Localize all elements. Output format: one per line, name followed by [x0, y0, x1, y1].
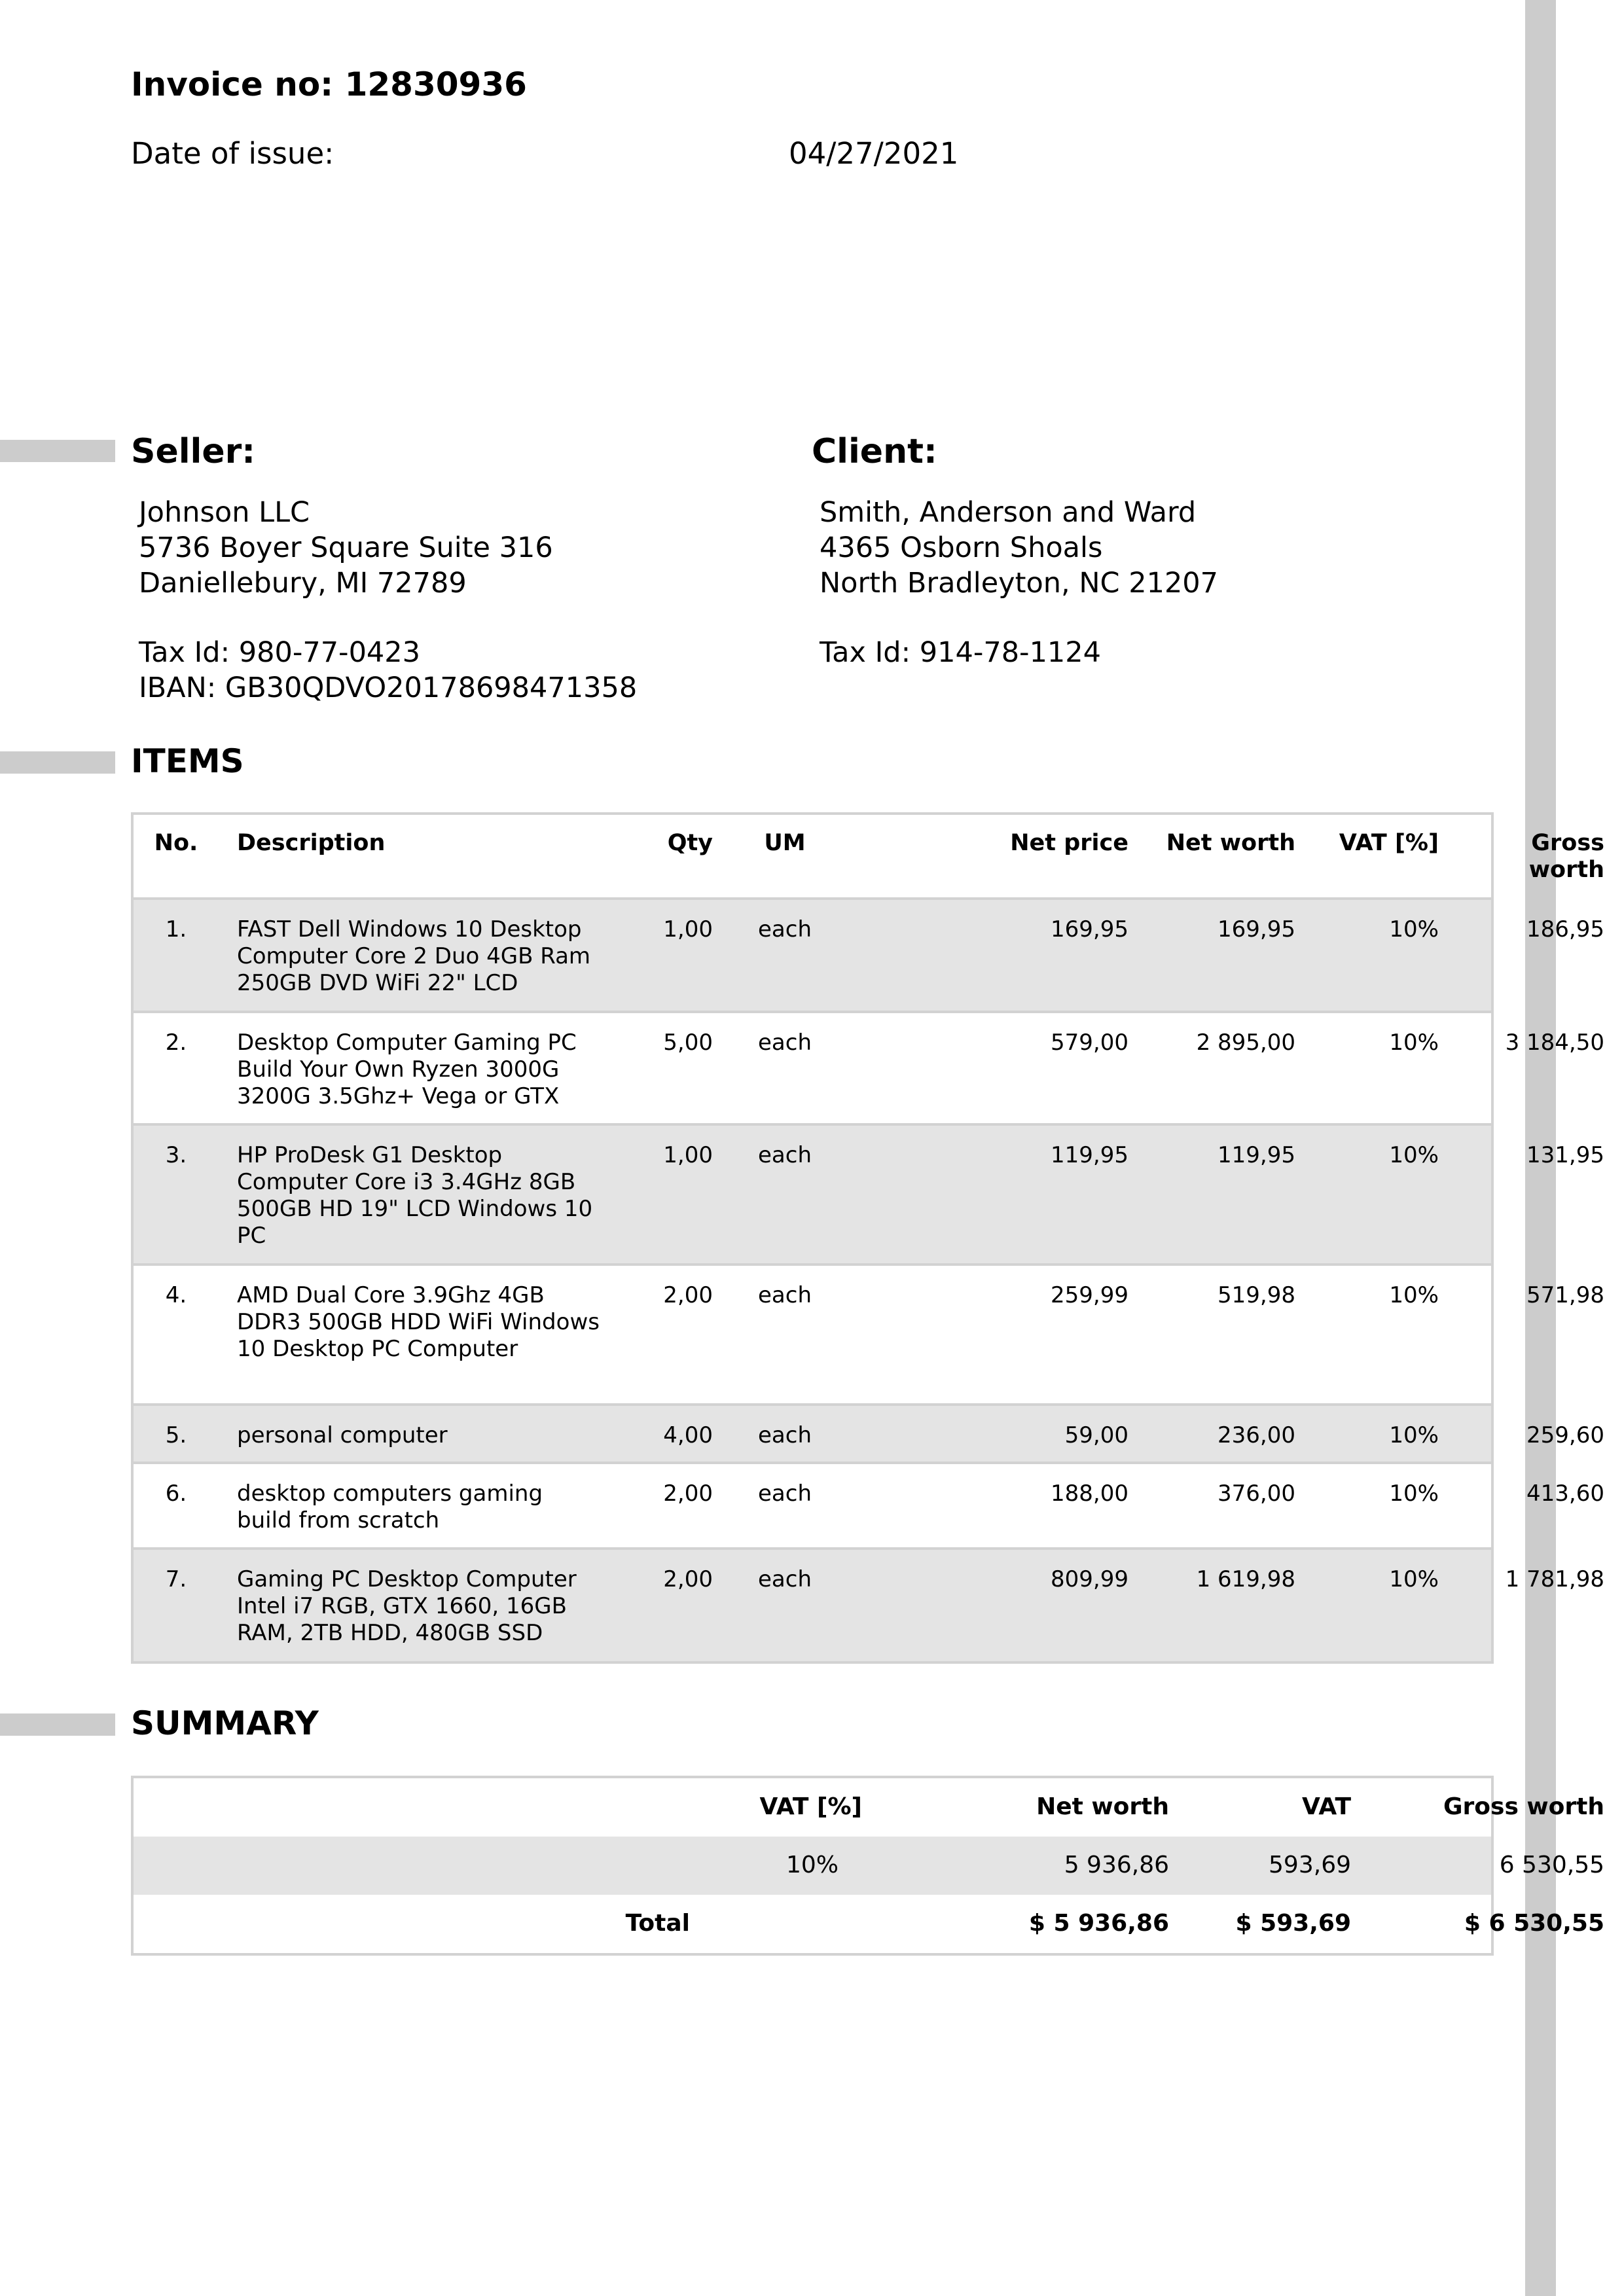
row-description: Desktop Computer Gaming PC Build Your Own Ryzen 3000G 3200G 3.5Ghz+ Vega or GTX	[237, 1030, 577, 1109]
summary-header	[134, 1778, 1604, 1837]
seller-name: Johnson LLC	[139, 496, 310, 529]
row-net-price: 59,00	[1064, 1422, 1128, 1448]
row-net-worth: 1 619,98	[1196, 1566, 1295, 1592]
row-net-worth: 119,95	[1218, 1142, 1295, 1168]
row-vat: 10%	[1389, 1480, 1439, 1507]
header-vat: VAT [%]	[1339, 830, 1439, 856]
seller-title: Seller:	[131, 432, 256, 471]
row-um: each	[758, 1282, 812, 1308]
summary-gross-worth: 6 530,55	[1499, 1852, 1604, 1878]
row-gross-worth: 186,95	[1526, 916, 1604, 942]
row-net-price: 259,99	[1051, 1282, 1128, 1308]
row-no: 4.	[165, 1282, 187, 1308]
client-name: Smith, Anderson and Ward	[820, 496, 1197, 529]
row-description: HP ProDesk G1 Desktop Computer Core i3 3.4GHz 8GB 500GB HD 19" LCD Windows 10 PC	[237, 1142, 593, 1249]
header-um: UM	[764, 830, 806, 856]
row-net-price: 188,00	[1051, 1480, 1128, 1507]
row-net-worth: 376,00	[1218, 1480, 1295, 1507]
summary-total-gross-worth: $ 6 530,55	[1464, 1910, 1604, 1937]
row-gross-worth: 259,60	[1526, 1422, 1604, 1448]
header-net-worth: Net worth	[1166, 830, 1295, 856]
summary-table	[131, 1776, 1604, 1956]
summary-row	[134, 1837, 1604, 1895]
seller-iban: IBAN: GB30QDVO20178698471358	[139, 672, 638, 704]
row-qty: 1,00	[663, 1142, 713, 1168]
date-of-issue-value: 04/27/2021	[789, 136, 959, 171]
row-vat: 10%	[1389, 1142, 1439, 1168]
summary-header-net-worth: Net worth	[1036, 1793, 1169, 1820]
row-qty: 4,00	[663, 1422, 713, 1448]
row-gross-worth: 131,95	[1526, 1142, 1604, 1168]
row-net-price: 119,95	[1051, 1142, 1128, 1168]
summary-vat-rate: 10%	[785, 1852, 839, 1878]
row-gross-worth: 571,98	[1526, 1282, 1604, 1308]
row-qty: 2,00	[663, 1480, 713, 1507]
table-row	[134, 1013, 1604, 1126]
row-no: 1.	[165, 916, 187, 942]
row-um: each	[758, 1422, 812, 1448]
row-vat: 10%	[1389, 1282, 1439, 1308]
row-net-price: 579,00	[1051, 1030, 1128, 1056]
row-net-worth: 519,98	[1218, 1282, 1295, 1308]
row-um: each	[758, 916, 812, 942]
row-no: 7.	[165, 1566, 187, 1592]
items-section-marker	[0, 751, 115, 774]
summary-total-label: Total	[625, 1910, 690, 1937]
row-net-worth: 169,95	[1218, 916, 1295, 942]
row-gross-worth: 413,60	[1526, 1480, 1604, 1507]
header-description: Description	[237, 830, 386, 856]
row-description: personal computer	[237, 1422, 448, 1448]
table-row	[134, 1406, 1604, 1464]
row-description: FAST Dell Windows 10 Desktop Computer Core 2 Duo 4GB Ram 250GB DVD WiFi 22" LCD	[237, 916, 591, 996]
header-gross-worth: Gross worth	[1528, 830, 1604, 883]
table-row	[134, 1126, 1604, 1266]
row-net-price: 169,95	[1051, 916, 1128, 942]
row-no: 3.	[165, 1142, 187, 1168]
seller-details	[139, 495, 637, 706]
date-of-issue-label: Date of issue:	[131, 136, 334, 171]
row-um: each	[758, 1142, 812, 1168]
row-vat: 10%	[1389, 916, 1439, 942]
summary-net-worth: 5 936,86	[1064, 1852, 1169, 1878]
row-net-worth: 236,00	[1218, 1422, 1295, 1448]
summary-header-vat-amount: VAT	[1301, 1793, 1351, 1820]
row-um: each	[758, 1566, 812, 1592]
row-qty: 2,00	[663, 1566, 713, 1592]
table-row	[134, 900, 1604, 1013]
row-description: desktop computers gaming build from scratch	[237, 1480, 543, 1534]
row-description: Gaming PC Desktop Computer Intel i7 RGB, GTX 1660, 16GB RAM, 2TB HDD, 480GB SSD	[237, 1566, 577, 1646]
row-gross-worth: 1 781,98	[1505, 1566, 1604, 1592]
items-table	[131, 812, 1604, 1664]
row-qty: 2,00	[663, 1282, 713, 1308]
seller-address-line1: 5736 Boyer Square Suite 316	[139, 531, 553, 564]
row-um: each	[758, 1030, 812, 1056]
row-vat: 10%	[1389, 1030, 1439, 1056]
row-qty: 1,00	[663, 916, 713, 942]
header-qty: Qty	[667, 830, 713, 856]
row-net-worth: 2 895,00	[1196, 1030, 1295, 1056]
row-no: 6.	[165, 1480, 187, 1507]
table-row	[134, 1266, 1604, 1406]
summary-total-net-worth: $ 5 936,86	[1028, 1910, 1169, 1937]
client-address-line2: North Bradleyton, NC 21207	[820, 567, 1219, 600]
row-gross-worth: 3 184,50	[1505, 1030, 1604, 1056]
row-qty: 5,00	[663, 1030, 713, 1056]
seller-address-line2: Daniellebury, MI 72789	[139, 567, 467, 600]
table-row	[134, 1464, 1604, 1550]
client-tax-id: Tax Id: 914-78-1124	[820, 636, 1101, 669]
row-description: AMD Dual Core 3.9Ghz 4GB DDR3 500GB HDD WiFi Windows 10 Desktop PC Computer	[237, 1282, 600, 1362]
header-net-price: Net price	[1010, 830, 1128, 856]
summary-header-vat: VAT [%]	[759, 1793, 862, 1820]
summary-section-marker	[0, 1713, 115, 1736]
row-um: each	[758, 1480, 812, 1507]
row-net-price: 809,99	[1051, 1566, 1128, 1592]
invoice-number: Invoice no: 12830936	[131, 65, 527, 103]
summary-vat-amount: 593,69	[1269, 1852, 1351, 1878]
row-vat: 10%	[1389, 1422, 1439, 1448]
items-title: ITEMS	[131, 742, 244, 780]
summary-header-gross-worth: Gross worth	[1443, 1793, 1604, 1820]
summary-title: SUMMARY	[131, 1704, 319, 1742]
summary-total-vat-amount: $ 593,69	[1235, 1910, 1351, 1937]
client-title: Client:	[812, 432, 937, 471]
summary-total-row	[134, 1895, 1604, 1953]
client-address-line1: 4365 Osborn Shoals	[820, 531, 1103, 564]
header-no: No.	[154, 830, 198, 856]
row-no: 5.	[165, 1422, 187, 1448]
row-no: 2.	[165, 1030, 187, 1056]
seller-section-marker	[0, 440, 115, 462]
items-table-header	[134, 815, 1604, 900]
client-details	[820, 495, 1218, 670]
table-row	[134, 1550, 1604, 1661]
row-vat: 10%	[1389, 1566, 1439, 1592]
seller-tax-id: Tax Id: 980-77-0423	[139, 636, 420, 669]
